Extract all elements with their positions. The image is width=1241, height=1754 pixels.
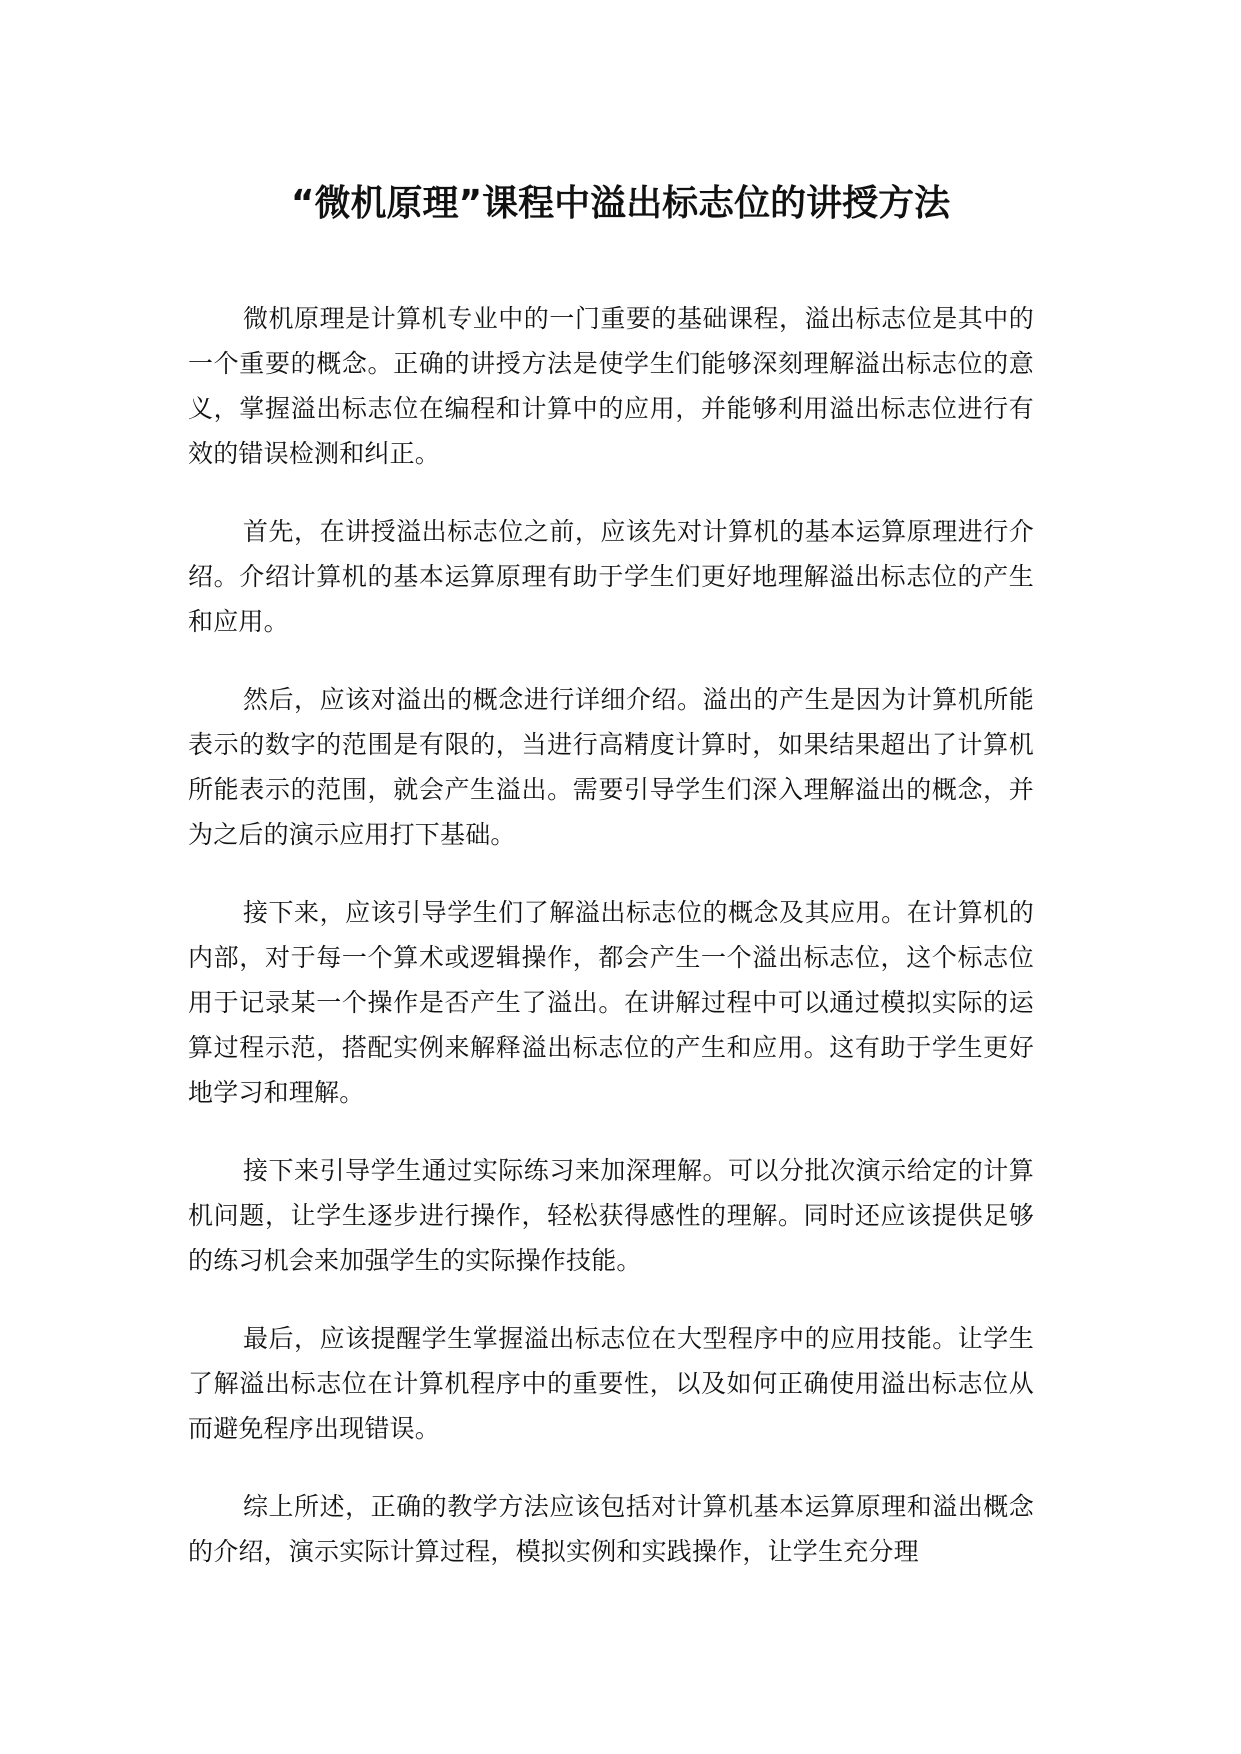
paragraph-2: 首先，在讲授溢出标志位之前，应该先对计算机的基本运算原理进行介绍。介绍计算机的基本运算原理有助于学生们更好地理解溢出标志位的产生和应用。 xyxy=(188,517,1034,636)
paragraph-6: 最后，应该提醒学生掌握溢出标志位在大型程序中的应用技能。让学生了解溢出标志位在计算机程序中的重要性，以及如何正确使用溢出标志位从而避免程序出现错误。 xyxy=(188,1324,1034,1443)
document-body xyxy=(188,296,1034,1607)
paragraph-7: 综上所述，正确的教学方法应该包括对计算机基本运算原理和溢出概念的介绍，演示实际计算过程，模拟实例和实践操作，让学生充分理 xyxy=(188,1492,1034,1566)
paragraph-3: 然后，应该对溢出的概念进行详细介绍。溢出的产生是因为计算机所能表示的数字的范围是有限的，当进行高精度计算时，如果结果超出了计算机所能表示的范围，就会产生溢出。需要引导学生们深入理解溢出的概念，并为之后的演示应用打下基础。 xyxy=(188,685,1034,849)
paragraph-1: 微机原理是计算机专业中的一门重要的基础课程，溢出标志位是其中的一个重要的概念。正确的讲授方法是使学生们能够深刻理解溢出标志位的意义，掌握溢出标志位在编程和计算中的应用，并能够利用溢出标志位进行有效的错误检测和纠正。 xyxy=(188,304,1034,468)
document-title: “微机原理”课程中溢出标志位的讲授方法 xyxy=(290,183,951,224)
paragraph-5: 接下来引导学生通过实际练习来加深理解。可以分批次演示给定的计算机问题，让学生逐步进行操作，轻松获得感性的理解。同时还应该提供足够的练习机会来加强学生的实际操作技能。 xyxy=(188,1156,1034,1275)
paragraph-4: 接下来，应该引导学生们了解溢出标志位的概念及其应用。在计算机的内部，对于每一个算术或逻辑操作，都会产生一个溢出标志位，这个标志位用于记录某一个操作是否产生了溢出。在讲解过程中可以通过模拟实际的运算过程示范，搭配实例来解释溢出标志位的产生和应用。这有助于学生更好地学习和理解。 xyxy=(188,898,1034,1107)
